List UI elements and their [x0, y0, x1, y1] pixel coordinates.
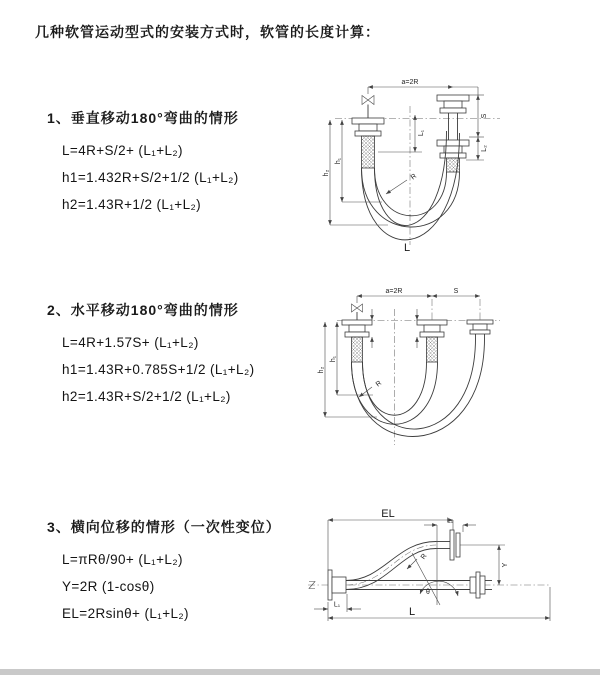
- dimension-a2r: [357, 288, 432, 303]
- svg-text:a=2R: a=2R: [385, 288, 403, 295]
- length-label: L: [403, 242, 411, 254]
- formula-line: L=4R+1.57S+ (L₁+L₂): [62, 335, 199, 350]
- dimension-l: [328, 587, 550, 621]
- flange-left: [328, 570, 346, 600]
- dimension-l1-bottom: [314, 594, 361, 612]
- dimension-s: [469, 95, 488, 137]
- flange-left: [352, 118, 384, 136]
- svg-text:L₁: L₁: [418, 129, 425, 137]
- hose-s-curve: [346, 542, 436, 590]
- svg-text:R: R: [419, 552, 429, 561]
- svg-text:R: R: [409, 172, 419, 182]
- valve-icon: [352, 304, 363, 312]
- dimension-l1: [378, 115, 425, 152]
- dimension-a2r: [368, 79, 478, 95]
- svg-text:L₂: L₂: [481, 145, 488, 152]
- svg-text:S: S: [453, 288, 459, 295]
- section-3-heading: 3、横向位移的情形（一次性变位）: [47, 519, 281, 535]
- svg-text:a=2R: a=2R: [401, 79, 419, 86]
- braided-hose-left: [362, 136, 375, 168]
- hose-curves: [352, 334, 485, 436]
- section-1-formulas: [62, 137, 239, 218]
- flange-upper-right: [436, 530, 460, 560]
- radius-leader: [407, 553, 429, 569]
- svg-text:R: R: [374, 379, 384, 389]
- formula-line: h2=1.43R+1/2 (L₁+L₂): [62, 197, 202, 212]
- svg-text:Y: Y: [502, 562, 509, 568]
- dimension-s: [432, 288, 480, 296]
- section-3-formulas: [62, 546, 281, 627]
- braided-hose-middle: [427, 337, 438, 362]
- svg-text:EL: EL: [381, 508, 395, 520]
- section-2-formulas: [62, 329, 254, 410]
- svg-text:h₂: h₂: [318, 366, 325, 374]
- formula-line: L=πRθ/90+ (L₁+L₂): [62, 552, 183, 567]
- formula-line: EL=2Rsinθ+ (L₁+L₂): [62, 606, 189, 621]
- section-3: [47, 517, 281, 627]
- flange-right-lower: [437, 140, 469, 158]
- section-2-heading: 2、水平移动180°弯曲的情形: [47, 302, 239, 318]
- diagram-vertical-180-bend: [310, 73, 520, 258]
- svg-text:L₁: L₁: [333, 601, 341, 609]
- section-1: [47, 108, 239, 218]
- formula-line: h2=1.43R+S/2+1/2 (L₁+L₂): [62, 389, 231, 404]
- page-title: 几种软管运动型式的安装方式时，软管的长度计算：: [35, 24, 380, 40]
- flange-left: [342, 320, 372, 337]
- section-1-heading: 1、垂直移动180°弯曲的情形: [47, 110, 239, 126]
- radius-leader: [386, 173, 418, 194]
- flange-right-moved: [467, 320, 493, 334]
- svg-text:h₁: h₁: [335, 157, 342, 165]
- formula-line: Y=2R (1-cosθ): [62, 579, 155, 594]
- formula-line: L=4R+S/2+ (L₁+L₂): [62, 143, 183, 158]
- radius-leader: [359, 380, 383, 397]
- svg-text:L₁: L₁: [446, 517, 454, 525]
- diagram-horizontal-180-bend: [315, 283, 585, 463]
- formula-line: h1=1.43R+0.785S+1/2 (L₁+L₂): [62, 362, 255, 377]
- svg-text:L: L: [408, 606, 416, 618]
- flange-middle: [417, 320, 447, 337]
- formula-line: h1=1.432R+S/2+1/2 (L₁+L₂): [62, 170, 239, 185]
- page-bottom-edge: [0, 669, 600, 675]
- svg-text:h₂: h₂: [323, 169, 330, 177]
- svg-text:θ: θ: [426, 589, 430, 596]
- svg-text:h₁: h₁: [330, 355, 337, 363]
- diagram-lateral-displacement: [300, 498, 600, 655]
- flange-right-upper: [437, 95, 469, 113]
- section-2: [47, 300, 254, 410]
- braided-hose-left: [352, 337, 363, 362]
- valve-icon: [362, 96, 374, 105]
- svg-text:S: S: [481, 113, 488, 119]
